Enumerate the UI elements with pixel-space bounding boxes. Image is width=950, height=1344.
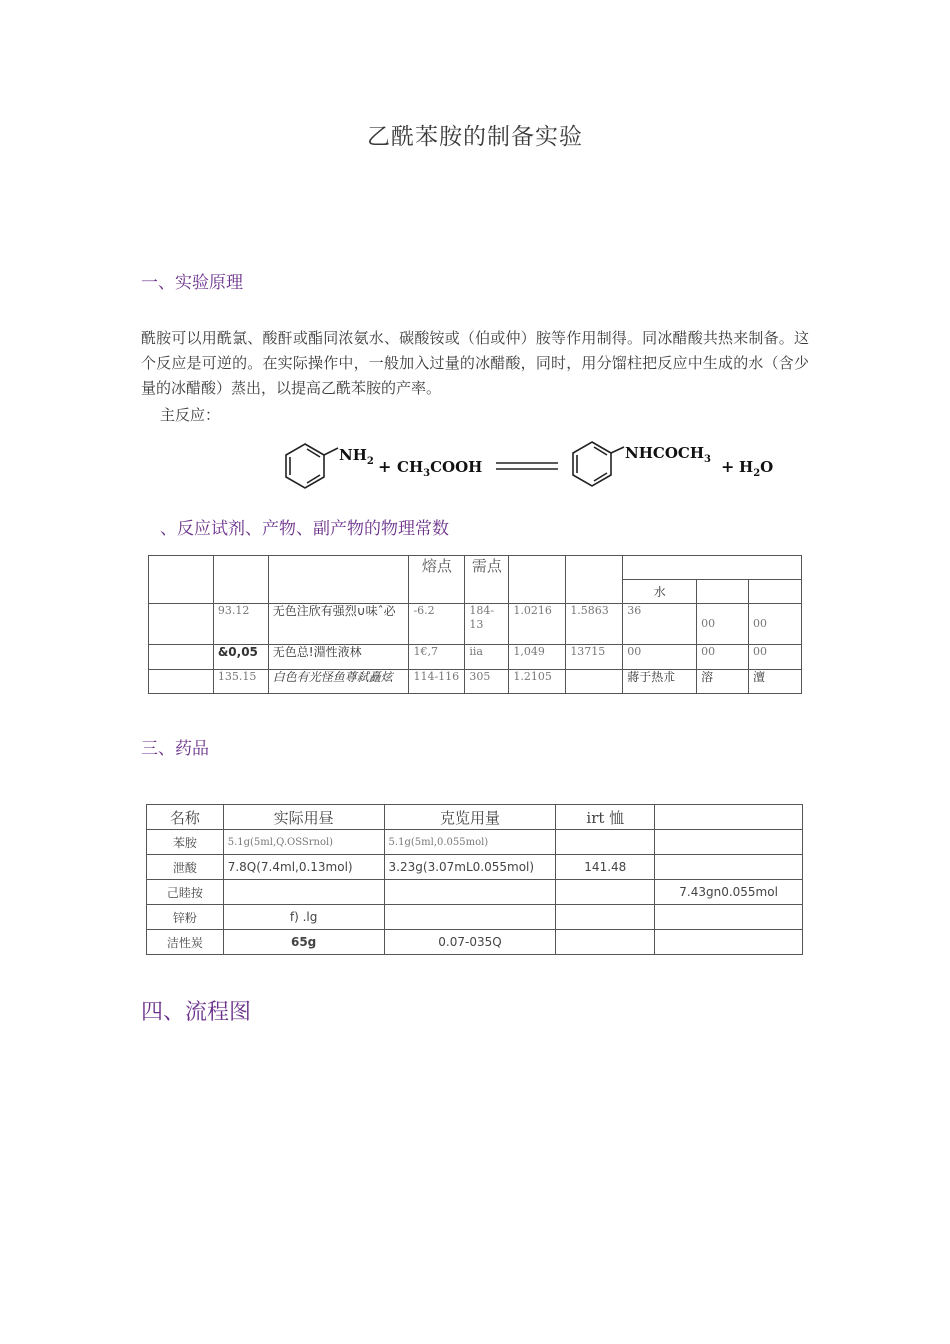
table-cell bbox=[556, 905, 655, 930]
table-cell bbox=[623, 556, 802, 580]
table-cell bbox=[556, 880, 655, 905]
table-cell: 7.8Q(7.4ml,0.13mol) bbox=[223, 855, 384, 880]
table-cell: 锌粉 bbox=[147, 905, 224, 930]
table-row bbox=[147, 880, 803, 905]
principle-paragraph: 酰胺可以用酰氯、酸酐或酯同浓氨水、碳酸铵或（伯或仲）胺等作用制得。同冰醋酸共热来制备。这个反应是可逆的。在实际操作中，一般加入过量的冰醋酸，同时，用分馏柱把反应中生成的水（含少量的冰醋酸）蒸出，以提高乙酰苯胺的产率。 bbox=[141, 329, 809, 397]
table-cell: 溶 bbox=[697, 670, 749, 694]
constants-table bbox=[148, 555, 802, 694]
table-cell bbox=[697, 580, 749, 604]
table-cell bbox=[655, 905, 803, 930]
table-cell: 135.15 bbox=[213, 670, 268, 694]
table-row bbox=[149, 604, 802, 645]
product-acetanilide-group: $NHCOCH_3$ bbox=[625, 444, 711, 465]
table-cell bbox=[509, 556, 566, 604]
table-cell: 蔣于热朮 bbox=[623, 670, 697, 694]
table-row bbox=[147, 855, 803, 880]
section-heading-constants: 、反应试剂、产物、副产物的物理常数 bbox=[160, 519, 449, 539]
section-heading-principle: 一、实验原理 bbox=[141, 273, 243, 293]
table-cell: 93.12 bbox=[213, 604, 268, 645]
benzene-ring-product bbox=[573, 442, 624, 486]
table-cell: 白色有光怪鱼尊弑矗炫 bbox=[268, 670, 409, 694]
page-title: 乙酰苯胺的制备实验 bbox=[367, 124, 583, 150]
product-water: $H_2O$ bbox=[739, 458, 774, 479]
table-cell: f) .lg bbox=[223, 905, 384, 930]
table-cell: irt 恤 bbox=[556, 805, 655, 830]
table-row bbox=[147, 830, 803, 855]
table-cell bbox=[384, 905, 556, 930]
plus-sign-1: + bbox=[378, 457, 392, 476]
table-cell: 7.43gn0.055mol bbox=[655, 880, 803, 905]
table-cell bbox=[268, 556, 409, 604]
table-cell: 5.1g(5ml,0.055mol) bbox=[384, 830, 556, 855]
table-cell bbox=[566, 670, 623, 694]
table-cell: 苯胺 bbox=[147, 830, 224, 855]
table-cell: 36 bbox=[623, 604, 697, 645]
table-header-row bbox=[147, 805, 803, 830]
table-cell bbox=[223, 880, 384, 905]
table-cell: 3.23g(3.07mL0.055mol) bbox=[384, 855, 556, 880]
reactant-amine-group: $NH_2$ bbox=[339, 446, 374, 467]
table-cell bbox=[566, 556, 623, 604]
section-heading-flowchart: 四、流程图 bbox=[141, 1000, 252, 1025]
table-cell: 13715 bbox=[566, 645, 623, 670]
table-cell: 克览用量 bbox=[384, 805, 556, 830]
table-cell bbox=[149, 604, 214, 645]
table-row bbox=[147, 905, 803, 930]
table-row bbox=[149, 645, 802, 670]
table-cell: 1.5863 bbox=[566, 604, 623, 645]
reaction-equation bbox=[280, 436, 780, 496]
table-cell bbox=[556, 830, 655, 855]
section-heading-reagents: 三、药品 bbox=[141, 739, 209, 759]
table-cell bbox=[749, 580, 802, 604]
table-cell: 澶 bbox=[749, 670, 802, 694]
main-reaction-label: 主反应： bbox=[160, 406, 221, 424]
table-cell bbox=[149, 556, 214, 604]
header-water: 水 bbox=[623, 580, 697, 604]
table-cell: 泄酸 bbox=[147, 855, 224, 880]
table-cell: 141.48 bbox=[556, 855, 655, 880]
table-cell: iia bbox=[465, 645, 509, 670]
table-cell: 00 bbox=[749, 645, 802, 670]
table-cell: 无色总!淵性液林 bbox=[268, 645, 409, 670]
table-header-row bbox=[149, 556, 802, 580]
table-cell: 65g bbox=[223, 930, 384, 955]
table-cell: 1.0216 bbox=[509, 604, 566, 645]
table-cell: 洁性炭 bbox=[147, 930, 224, 955]
table-cell bbox=[556, 930, 655, 955]
table-cell: 00 bbox=[697, 604, 749, 645]
table-cell: -6.2 bbox=[409, 604, 465, 645]
table-cell bbox=[655, 930, 803, 955]
table-cell: 实际用昼 bbox=[223, 805, 384, 830]
table-cell: 0.07-035Q bbox=[384, 930, 556, 955]
table-cell: 305 bbox=[465, 670, 509, 694]
table-cell: 5.1g(5ml,Q.OSSrnol) bbox=[223, 830, 384, 855]
reagents-table bbox=[146, 804, 803, 955]
table-cell bbox=[655, 830, 803, 855]
equilibrium-arrows bbox=[496, 463, 558, 469]
table-cell: 1.2105 bbox=[509, 670, 566, 694]
table-cell: 1€,7 bbox=[409, 645, 465, 670]
table-cell: &0,05 bbox=[213, 645, 268, 670]
table-cell bbox=[384, 880, 556, 905]
table-cell: 184-13 bbox=[465, 604, 509, 645]
header-boiling-point: 需点 bbox=[465, 556, 509, 604]
table-cell: 00 bbox=[749, 604, 802, 645]
reactant-acetic-acid: $CH_3COOH$ bbox=[397, 458, 483, 479]
table-cell: 114-116 bbox=[409, 670, 465, 694]
table-cell bbox=[655, 805, 803, 830]
table-cell bbox=[655, 855, 803, 880]
table-row bbox=[147, 930, 803, 955]
table-cell: 00 bbox=[697, 645, 749, 670]
benzene-ring-reactant bbox=[286, 444, 338, 488]
table-cell: 00 bbox=[623, 645, 697, 670]
plus-sign-2: + bbox=[721, 457, 735, 476]
table-cell: 无色注欣有强烈∪味ˆ必 bbox=[268, 604, 409, 645]
table-cell: 己睦按 bbox=[147, 880, 224, 905]
table-cell: 名称 bbox=[147, 805, 224, 830]
table-row bbox=[149, 670, 802, 694]
table-cell: 1,049 bbox=[509, 645, 566, 670]
header-melting-point: 熔点 bbox=[409, 556, 465, 604]
table-cell bbox=[149, 670, 214, 694]
table-cell bbox=[213, 556, 268, 604]
table-cell bbox=[149, 645, 214, 670]
